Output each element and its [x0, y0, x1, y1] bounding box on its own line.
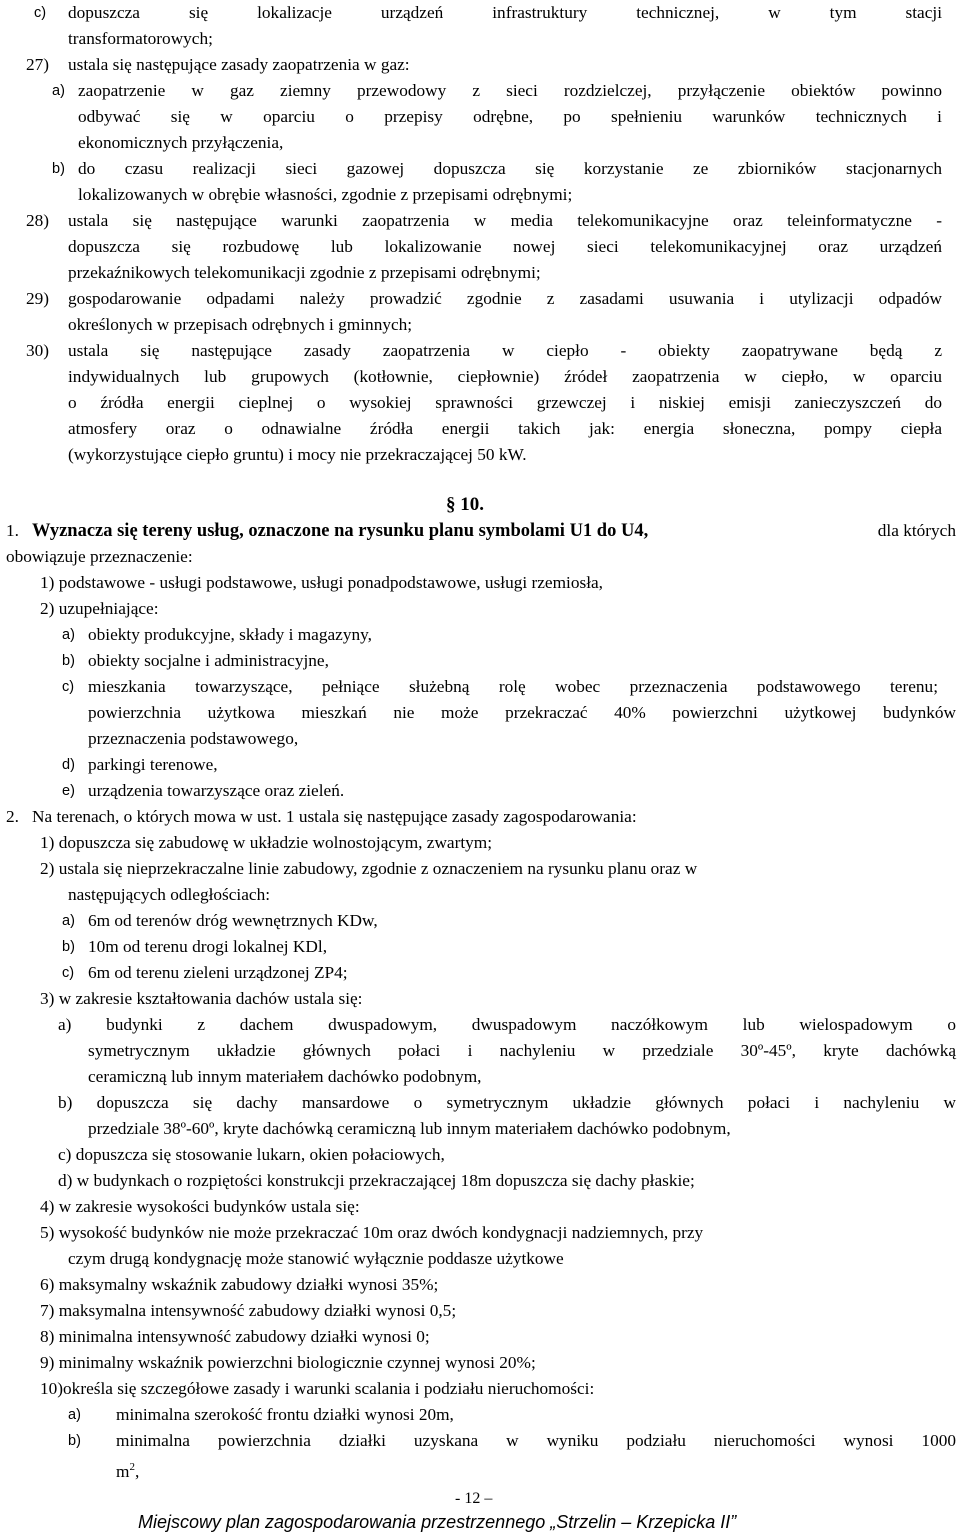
- paragraph-1-rest: dla których: [877, 521, 956, 540]
- item-30-line-2: indywidualnych lub grupowych (kotłownie, ciepłownie) źródeł zaopatrzenia w ciepło, w oparciu: [68, 367, 942, 386]
- trailing-comma: ,: [134, 1461, 140, 1481]
- p2-item-3a-line-3: ceramiczną lub innym materiałem dachówko podobnym,: [88, 1067, 482, 1086]
- paragraph-1-bold: Wyznacza się tereny usług, oznaczone na rysunku planu symbolami U1 do U4,: [32, 521, 649, 541]
- item-c-line-1: dopuszcza się lokalizacje urządzeń infrastruktury technicznej, w tym stacji: [68, 3, 942, 22]
- p2-item-3b-line-1: b) dopuszcza się dachy mansardowe o symetrycznym układzie głównych połaci i nachyleniu w: [58, 1093, 956, 1112]
- p2-item-5-line-1: 5) wysokość budynków nie może przekraczać 10m oraz dwóch kondygnacji nadziemnych, przy: [40, 1223, 704, 1242]
- p2-item-3a-line-1: a) budynki z dachem dwuspadowym, dwuspadowym naczółkowym lub wielospadowym o: [58, 1015, 956, 1034]
- item-28-number: 28): [26, 211, 50, 230]
- p2-item-6: 6) maksymalny wskaźnik zabudowy działki wynosi 35%;: [40, 1275, 439, 1294]
- p1-item-2b: obiekty socjalne i administracyjne,: [88, 651, 329, 670]
- p2-item-2a: 6m od terenów dróg wewnętrznych KDw,: [88, 911, 378, 930]
- p2-item-2b: 10m od terenu drogi lokalnej KDl,: [88, 937, 328, 956]
- list-label-c: c): [34, 5, 47, 21]
- item-27-text: ustala się następujące zasady zaopatrzenia w gaz:: [68, 55, 410, 74]
- p2-item-10b-line-2: [116, 1454, 139, 1485]
- unit-superscript: 2: [129, 1461, 135, 1473]
- item-28-line-1: ustala się następujące warunki zaopatrzenia w media telekomunikacyjne oraz teleinformatyczne -: [68, 211, 942, 230]
- item-a-line-3: ekonomicznych przyłączenia,: [78, 133, 284, 152]
- footer-title: Miejscowy plan zagospodarowania przestrzennego „Strzelin – Krzepicka II”: [138, 1512, 737, 1532]
- list-label-a: a): [62, 913, 75, 929]
- p2-item-3d: d) w budynkach o rozpiętości konstrukcji przekraczającej 18m dopuszcza się dachy płaskie;: [58, 1171, 695, 1190]
- list-label-c: c): [62, 679, 75, 695]
- list-label-d: d): [62, 757, 75, 773]
- item-29-line-2: określonych w przepisach odrębnych i gminnych;: [68, 315, 413, 334]
- p1-item-2d: parkingi terenowe,: [88, 755, 218, 774]
- item-30-line-4: atmosfery oraz o odnawialne źródła energii takich jak: energia słoneczna, pompy ciepła: [68, 419, 942, 438]
- item-b-line-2: lokalizowanych w obrębie własności, zgodnie z przepisami odrębnymi;: [78, 185, 573, 204]
- list-label-a: a): [68, 1407, 81, 1423]
- list-label-e: e): [62, 783, 75, 799]
- p1-item-2: 2) uzupełniające:: [40, 599, 159, 618]
- p1-item-1: 1) podstawowe - usługi podstawowe, usługi ponadpodstawowe, usługi rzemiosła,: [40, 573, 603, 592]
- item-28-line-3: przekaźnikowych telekomunikacji zgodnie z przepisami odrębnymi;: [68, 263, 541, 282]
- list-label-b: b): [62, 939, 75, 955]
- item-30-line-1: ustala się następujące zasady zaopatrzenia w ciepło - obiekty zaopatrywane będą z: [68, 341, 942, 360]
- p2-item-1: 1) dopuszcza się zabudowę w układzie wolnostojącym, zwartym;: [40, 833, 493, 852]
- p2-item-8: 8) minimalna intensywność zabudowy działki wynosi 0;: [40, 1327, 430, 1346]
- item-a-line-2: odbywać się w oparciu o przepisy odrębne, po spełnieniu warunków technicznych i: [78, 107, 942, 126]
- list-label-c: c): [62, 965, 75, 981]
- p2-item-10: 10)określa się szczegółowe zasady i warunki scalania i podziału nieruchomości:: [40, 1379, 595, 1398]
- item-30-number: 30): [26, 341, 50, 360]
- p2-item-2-line-2: następujących odległościach:: [68, 885, 271, 904]
- p2-item-10b-line-1: minimalna powierzchnia działki uzyskana w wyniku podziału nieruchomości wynosi 1000: [116, 1431, 956, 1450]
- p1-item-2c-line-2: powierzchnia użytkowa mieszkań nie może przekraczać 40% powierzchni użytkowej budynków: [88, 703, 956, 722]
- list-label-a: a): [52, 83, 65, 99]
- p2-item-3: 3) w zakresie kształtowania dachów ustala się:: [40, 989, 363, 1008]
- item-30-line-5: (wykorzystujące ciepło gruntu) i mocy nie przekraczającej 50 kW.: [68, 445, 527, 464]
- p1-item-2c-line-3: przeznaczenia podstawowego,: [88, 729, 299, 748]
- item-c-line-2: transformatorowych;: [68, 29, 213, 48]
- item-30-line-3: o źródła energii cieplnej o wysokiej sprawności grzewczej i niskiej emisji zanieczyszczeń do: [68, 393, 942, 412]
- paragraph-1-line-1: [32, 518, 956, 544]
- p2-item-2-line-1: 2) ustala się nieprzekraczalne linie zabudowy, zgodnie z oznaczeniem na rysunku planu oraz w: [40, 859, 698, 878]
- item-29-number: 29): [26, 289, 50, 308]
- list-label-b: b): [62, 653, 75, 669]
- list-label-b: b): [68, 1433, 81, 1449]
- list-label-b: b): [52, 161, 65, 177]
- paragraph-2-text: Na terenach, o których mowa w ust. 1 ustala się następujące zasady zagospodarowania:: [32, 807, 637, 826]
- p1-item-2a: obiekty produkcyjne, składy i magazyny,: [88, 625, 372, 644]
- p2-item-7: 7) maksymalna intensywność zabudowy działki wynosi 0,5;: [40, 1301, 457, 1320]
- item-b-line-1: do czasu realizacji sieci gazowej dopuszcza się korzystanie ze zbiorników stacjonarnych: [78, 159, 942, 178]
- item-a-line-1: zaopatrzenie w gaz ziemny przewodowy z sieci rozdzielczej, przyłączenie obiektów powinno: [78, 81, 942, 100]
- item-29-line-1: gospodarowanie odpadami należy prowadzić zgodnie z zasadami usuwania i utylizacji odpadów: [68, 289, 942, 308]
- p2-item-9: 9) minimalny wskaźnik powierzchni biologicznie czynnej wynosi 20%;: [40, 1353, 536, 1372]
- p2-item-4: 4) w zakresie wysokości budynków ustala się:: [40, 1197, 360, 1216]
- unit-m: m: [116, 1461, 130, 1481]
- p2-item-3c: c) dopuszcza się stosowanie lukarn, okien połaciowych,: [58, 1145, 445, 1164]
- p2-item-2c: 6m od terenu zieleni urządzonej ZP4;: [88, 963, 348, 982]
- paragraph-1-line-2: obowiązuje przeznaczenie:: [6, 547, 193, 566]
- item-28-line-2: dopuszcza się rozbudowę lub lokalizowanie nowej sieci telekomunikacyjnej oraz urządzeń: [68, 237, 942, 256]
- p2-item-10a: minimalna szerokość frontu działki wynosi 20m,: [116, 1405, 454, 1424]
- page-number: - 12 –: [455, 1490, 493, 1507]
- paragraph-2-number: 2.: [6, 807, 19, 826]
- section-heading: § 10.: [446, 494, 484, 515]
- p2-item-3b-line-2: przedziale 38º-60º, kryte dachówką ceramiczną lub innym materiałem dachówko podobnym,: [88, 1119, 731, 1138]
- item-27-number: 27): [26, 55, 50, 74]
- paragraph-1-number: 1.: [6, 521, 19, 540]
- p2-item-5-line-2: czym drugą kondygnację może stanowić wyłącznie poddasze użytkowe: [68, 1249, 564, 1268]
- list-label-a: a): [62, 627, 75, 643]
- p1-item-2c-line-1: mieszkania towarzyszące, pełniące służebną rolę wobec przeznaczenia podstawowego terenu;: [88, 677, 938, 696]
- p2-item-3a-line-2: symetrycznym układzie głównych połaci i nachyleniu w przedziale 30º-45º, kryte dachówką: [88, 1041, 956, 1060]
- p1-item-2e: urządzenia towarzyszące oraz zieleń.: [88, 781, 345, 800]
